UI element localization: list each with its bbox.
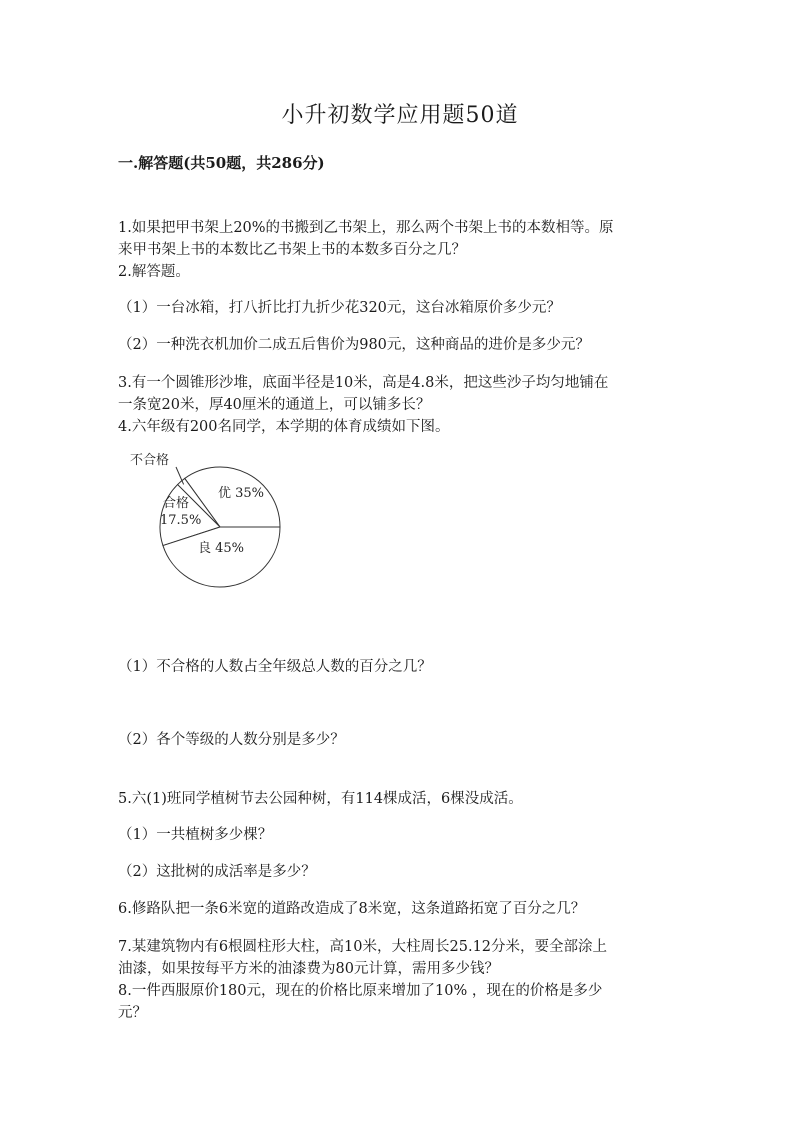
q7-line2: 油漆，如果按每平方米的油漆费为80元计算，需用多少钱？ xyxy=(118,961,499,977)
pie-label-you: 优 35% xyxy=(218,486,265,501)
q5-sub2: （2）这批树的成活率是多少？ xyxy=(118,864,316,880)
q3-line2: 一条宽20米，厚40厘米的通道上，可以铺多长？ xyxy=(118,397,431,413)
q8-line2: 元？ xyxy=(118,1005,147,1021)
q2-sub2: （2）一种洗衣机加价二成五后售价为980元，这种商品的进价是多少元？ xyxy=(118,337,590,353)
q1-line1: 1.如果把甲书架上20%的书搬到乙书架上，那么两个书架上书的本数相等。原 xyxy=(118,220,614,236)
q5-sub1: （1）一共植树多少棵？ xyxy=(118,827,273,843)
q8-line1: 8.一件西服原价180元，现在的价格比原来增加了10% ，现在的价格是多少 xyxy=(118,983,603,999)
q7-line1: 7.某建筑物内有6根圆柱形大柱，高10米，大柱周长25.12分米，要全部涂上 xyxy=(118,939,608,955)
pie-label-hege-percent: 17.5% xyxy=(160,513,202,528)
section-header: 一.解答题(共50题，共286分) xyxy=(118,154,325,172)
q5-stem: 5.六(1)班同学植树节去公园种树，有114棵成活，6棵没成活。 xyxy=(118,791,523,807)
pie-label-hege: 合格 xyxy=(163,496,190,511)
q2-stem: 2.解答题。 xyxy=(118,264,190,280)
q1-line2: 来甲书架上书的本数比乙书架上书的本数多百分之几？ xyxy=(118,242,466,258)
pie-label-buhege: 不合格 xyxy=(130,453,170,468)
q4-stem: 4.六年级有200名同学，本学期的体育成绩如下图。 xyxy=(118,419,450,435)
q4-sub2: （2）各个等级的人数分别是多少？ xyxy=(118,732,345,748)
q4-sub1: （1）不合格的人数占全年级总人数的百分之几？ xyxy=(118,659,432,675)
q6-stem: 6.修路队把一条6米宽的道路改造成了8米宽，这条道路拓宽了百分之几？ xyxy=(118,901,586,917)
pie-label-liang: 良 45% xyxy=(198,541,245,556)
page-title: 小升初数学应用题50道 xyxy=(281,103,519,128)
grade-pie-chart xyxy=(120,445,320,590)
q2-sub1: （1）一台冰箱，打八折比打九折少花320元，这台冰箱原价多少元？ xyxy=(118,300,561,316)
q3-line1: 3.有一个圆锥形沙堆，底面半径是10米，高是4.8米，把这些沙子均匀地铺在 xyxy=(118,375,609,391)
